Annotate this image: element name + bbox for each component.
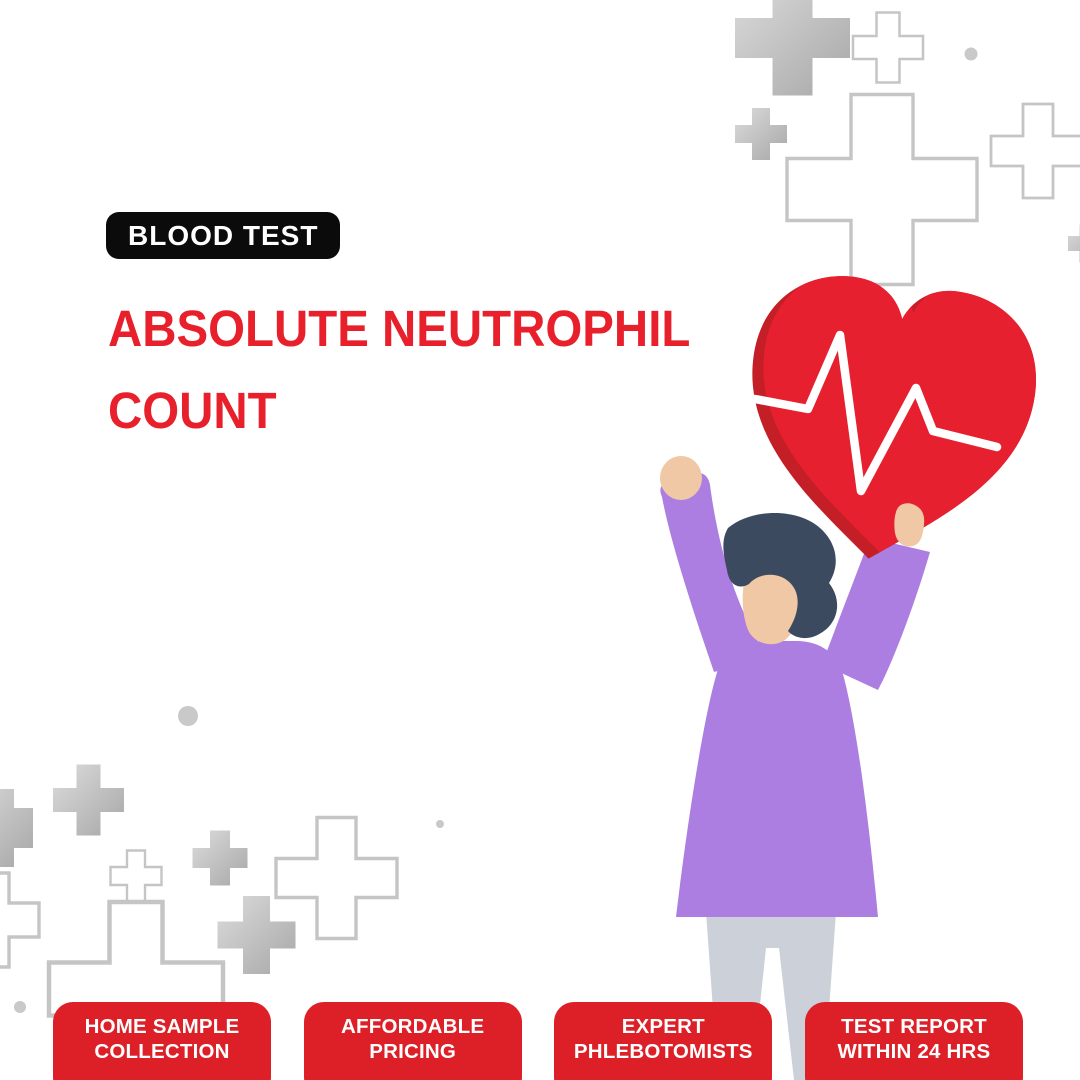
person-right-hand: [894, 503, 924, 546]
test-title-line1: ABSOLUTE NEUTROPHIL: [108, 300, 691, 357]
feature-badge-test-report-24hrs: [805, 1002, 1023, 1080]
category-badge-label: BLOOD TEST: [128, 220, 319, 251]
feature-badge-home-sample-collection: [53, 1002, 271, 1080]
feature-line: WITHIN 24 HRS: [837, 1039, 991, 1063]
feature-line: PRICING: [369, 1039, 457, 1063]
feature-line: PHLEBOTOMISTS: [573, 1039, 753, 1063]
person-dress: [676, 641, 878, 917]
person-right-arm: [822, 538, 930, 690]
feature-badge-affordable-pricing: [304, 1002, 522, 1080]
feature-line: EXPERT: [621, 1015, 705, 1038]
test-title: [108, 288, 690, 452]
feature-line: AFFORDABLE: [341, 1015, 485, 1038]
person-left-fist: [660, 456, 702, 500]
test-title-line2: COUNT: [108, 382, 277, 439]
feature-line: HOME SAMPLE: [84, 1015, 240, 1038]
feature-badges-row: [53, 1002, 1023, 1080]
feature-line: TEST REPORT: [841, 1015, 987, 1038]
feature-line: COLLECTION: [94, 1039, 230, 1063]
category-badge: [106, 212, 340, 259]
feature-badge-expert-phlebotomists: [554, 1002, 772, 1080]
